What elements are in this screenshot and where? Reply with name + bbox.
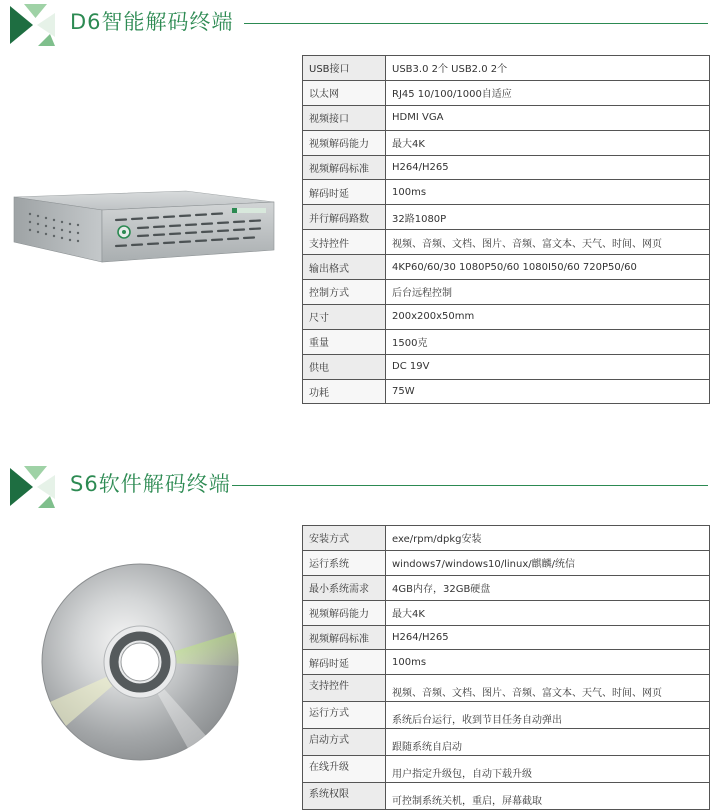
- table-row: [303, 205, 710, 230]
- table-row: [303, 280, 710, 305]
- spec-key: 视频解码标准: [303, 625, 386, 650]
- table-row: [303, 379, 710, 404]
- table-row: [303, 650, 710, 675]
- spec-value: H264/H265: [386, 155, 710, 180]
- table-row: [303, 702, 710, 729]
- spec-key: 重量: [303, 329, 386, 354]
- spec-key: 尺寸: [303, 304, 386, 329]
- spec-key: 运行方式: [303, 702, 386, 729]
- spec-key: 运行系统: [303, 550, 386, 575]
- title-divider: [232, 485, 708, 486]
- spec-value: 32路1080P: [386, 205, 710, 230]
- section-title: S6软件解码终端: [70, 472, 231, 496]
- table-row: [303, 80, 710, 105]
- spec-key: 以太网: [303, 80, 386, 105]
- table-row: [303, 782, 710, 809]
- spec-key: 视频接口: [303, 105, 386, 130]
- spec-value: 用户指定升级包，自动下载升级: [386, 756, 710, 783]
- table-row: [303, 329, 710, 354]
- spec-value: 最大4K: [386, 600, 710, 625]
- section-title: D6智能解码终端: [70, 10, 234, 34]
- spec-value: 跟随系统自启动: [386, 729, 710, 756]
- spec-value: 100ms: [386, 180, 710, 205]
- title-divider: [244, 23, 708, 24]
- spec-value: 4KP60/60/30 1080P50/60 1080I50/60 720P50/60: [386, 255, 710, 280]
- spec-value: 100ms: [386, 650, 710, 675]
- spec-key: 在线升级: [303, 756, 386, 783]
- decoder-box-image: [10, 190, 280, 270]
- spec-value: 75W: [386, 379, 710, 404]
- table-row: [303, 729, 710, 756]
- s6-spec-table: [302, 525, 710, 810]
- spec-value: 后台远程控制: [386, 280, 710, 305]
- spec-value: DC 19V: [386, 354, 710, 379]
- spec-key: 控制方式: [303, 280, 386, 305]
- spec-key: USB接口: [303, 56, 386, 81]
- spec-value: 最大4K: [386, 130, 710, 155]
- spec-key: 解码时延: [303, 180, 386, 205]
- spec-value: 系统后台运行，收到节目任务自动弹出: [386, 702, 710, 729]
- spec-key: 支持控件: [303, 230, 386, 255]
- spec-key: 并行解码路数: [303, 205, 386, 230]
- spec-key: 供电: [303, 354, 386, 379]
- cd-disc-image: [40, 562, 240, 762]
- spec-key: 系统权限: [303, 782, 386, 809]
- table-row: [303, 575, 710, 600]
- spec-value: 视频、音频、文档、图片、音频、富文本、天气、时间、网页: [386, 675, 710, 702]
- table-row: [303, 625, 710, 650]
- spec-key: 输出格式: [303, 255, 386, 280]
- spec-key: 视频解码标准: [303, 155, 386, 180]
- spec-key: 解码时延: [303, 650, 386, 675]
- table-row: [303, 130, 710, 155]
- spec-value: HDMI VGA: [386, 105, 710, 130]
- brand-logo-icon: [10, 4, 58, 46]
- spec-value: 4GB内存，32GB硬盘: [386, 575, 710, 600]
- table-row: [303, 255, 710, 280]
- spec-value: 200x200x50mm: [386, 304, 710, 329]
- table-row: [303, 155, 710, 180]
- table-row: [303, 550, 710, 575]
- spec-value: exe/rpm/dpkg安装: [386, 526, 710, 551]
- table-row: [303, 756, 710, 783]
- spec-key: 启动方式: [303, 729, 386, 756]
- table-row: [303, 600, 710, 625]
- spec-key: 视频解码能力: [303, 130, 386, 155]
- spec-value: windows7/windows10/linux/麒麟/统信: [386, 550, 710, 575]
- d6-spec-table: [302, 55, 710, 404]
- table-row: [303, 526, 710, 551]
- table-row: [303, 56, 710, 81]
- spec-key: 视频解码能力: [303, 600, 386, 625]
- spec-key: 功耗: [303, 379, 386, 404]
- spec-value: 可控制系统关机，重启，屏幕截取: [386, 782, 710, 809]
- spec-key: 最小系统需求: [303, 575, 386, 600]
- spec-value: USB3.0 2个 USB2.0 2个: [386, 56, 710, 81]
- table-row: [303, 230, 710, 255]
- spec-key: 安装方式: [303, 526, 386, 551]
- table-row: [303, 304, 710, 329]
- table-row: [303, 675, 710, 702]
- spec-value: RJ45 10/100/1000自适应: [386, 80, 710, 105]
- spec-key: 支持控件: [303, 675, 386, 702]
- spec-value: 1500克: [386, 329, 710, 354]
- section-s6: [0, 462, 716, 808]
- table-row: [303, 180, 710, 205]
- spec-value: 视频、音频、文档、图片、音频、富文本、天气、时间、网页: [386, 230, 710, 255]
- table-row: [303, 105, 710, 130]
- table-row: [303, 354, 710, 379]
- spec-value: H264/H265: [386, 625, 710, 650]
- brand-logo-icon: [10, 466, 58, 508]
